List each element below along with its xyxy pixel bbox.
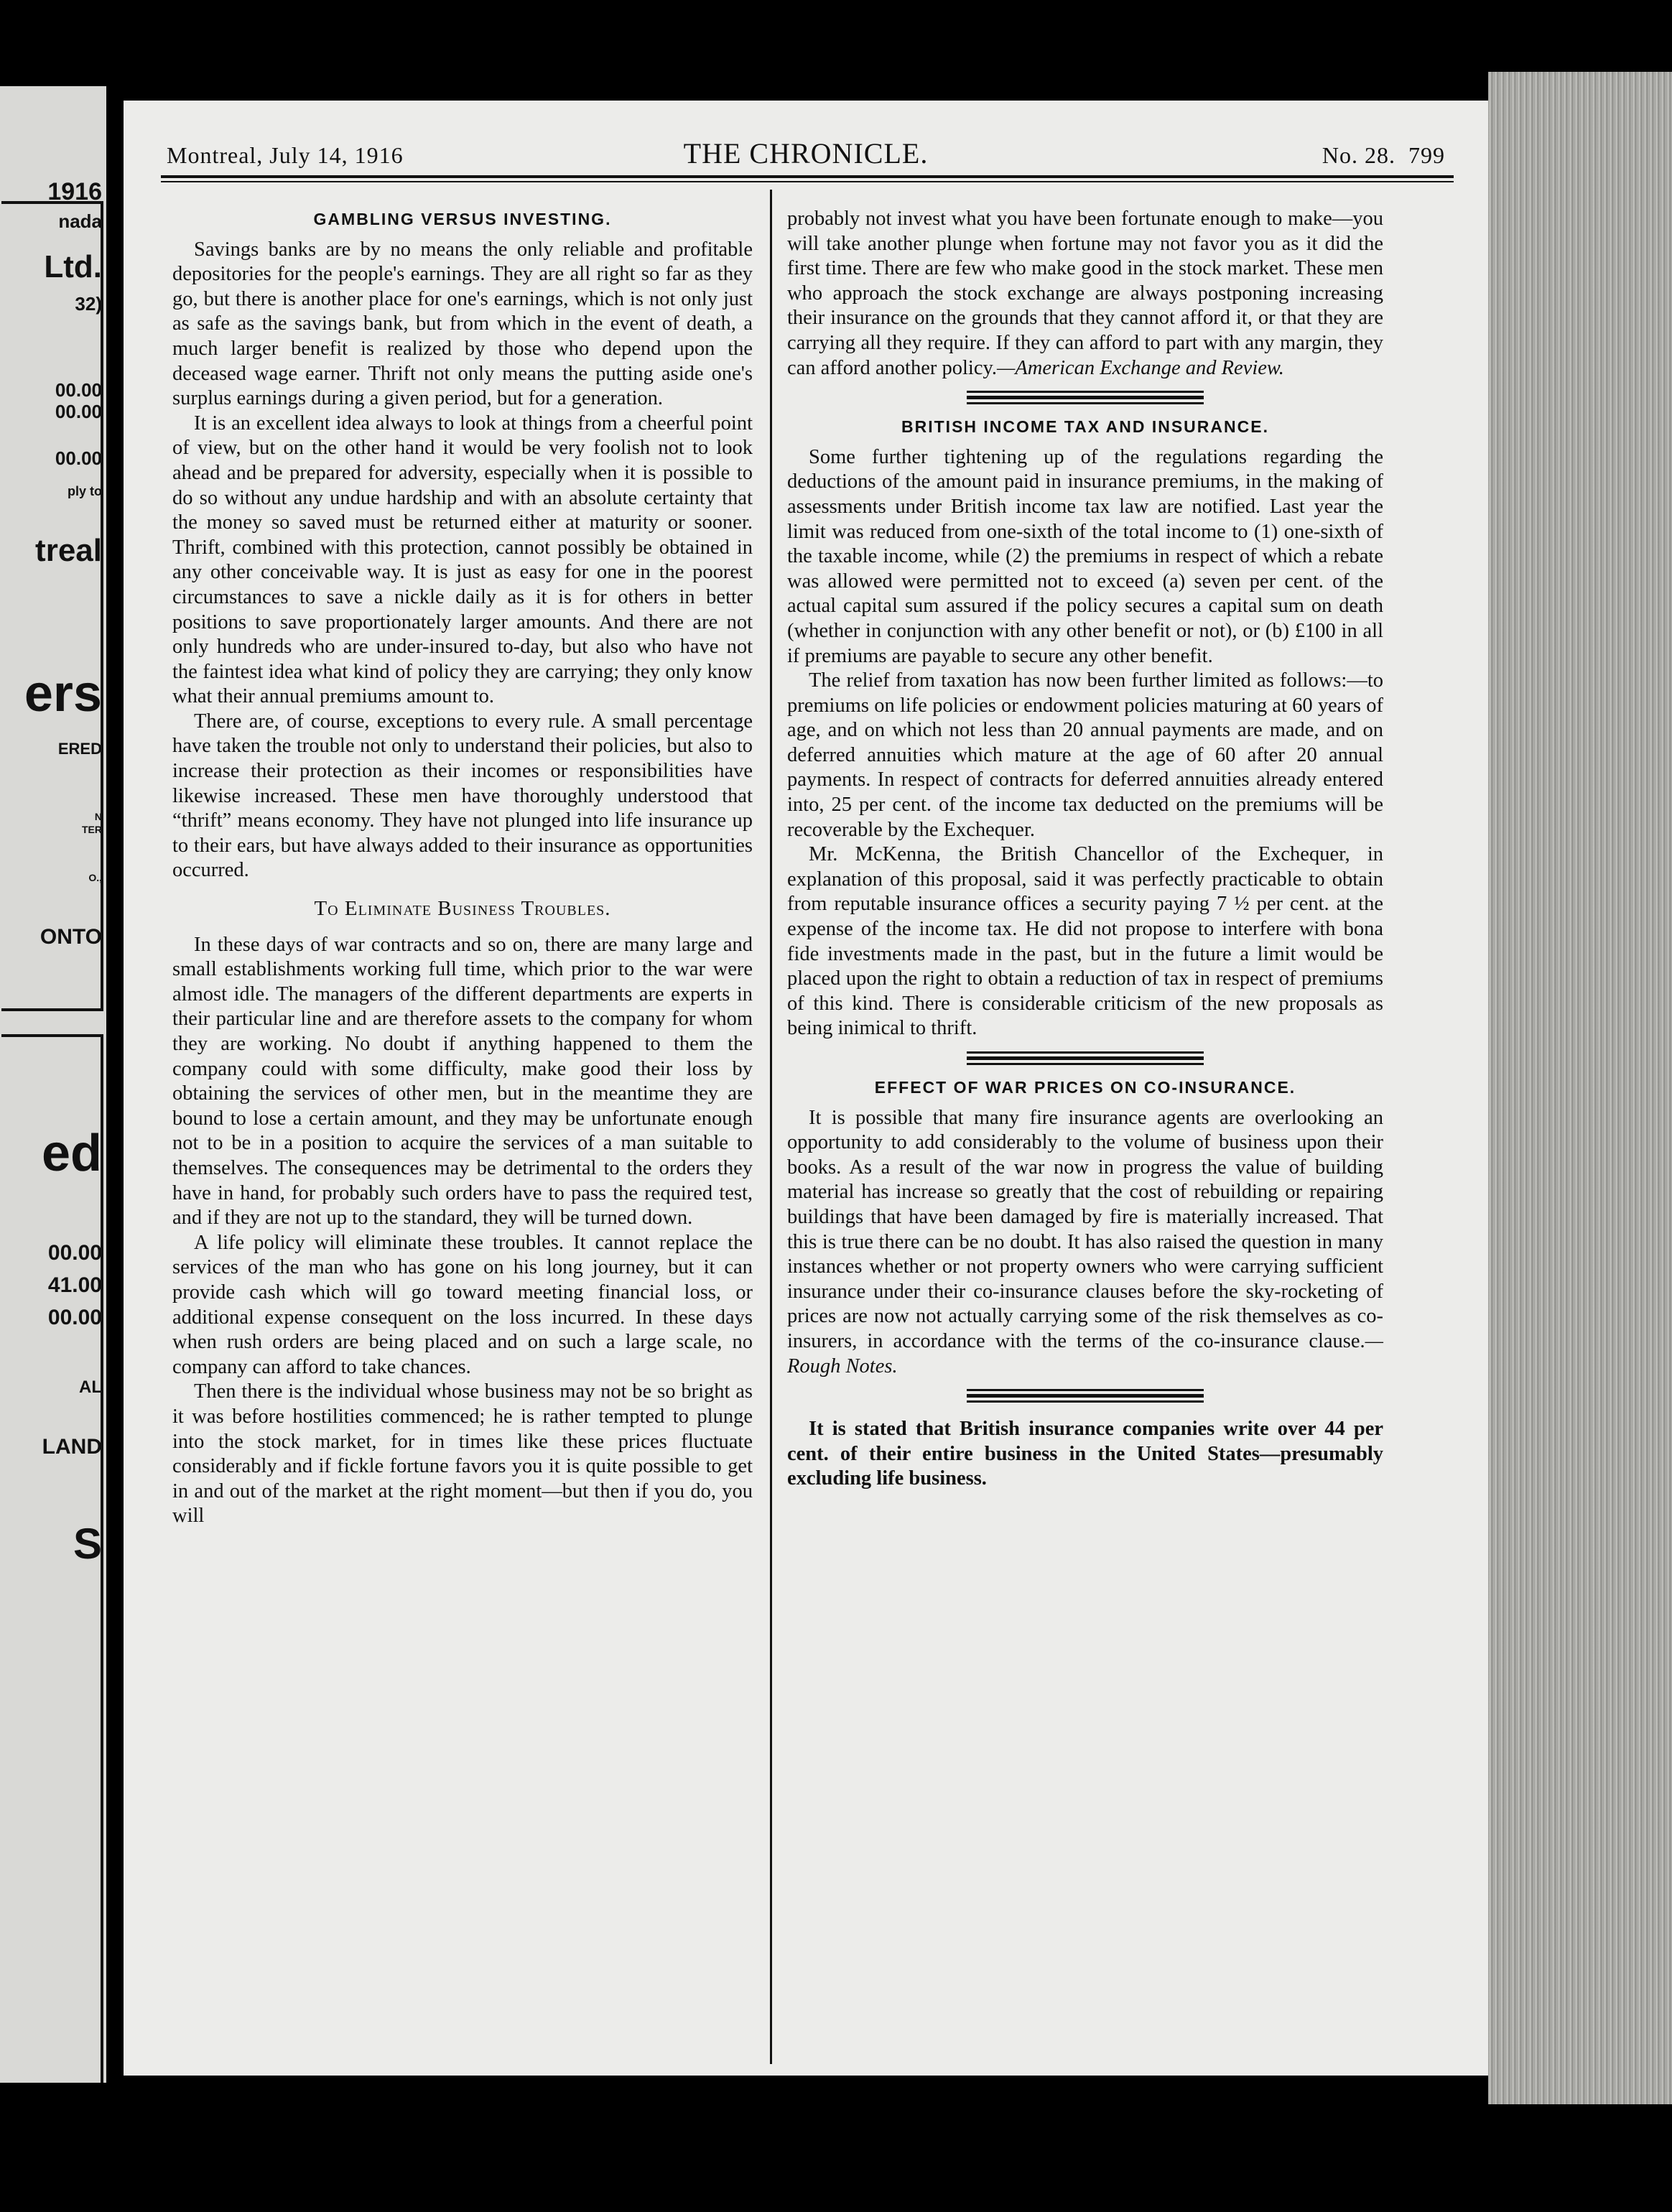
left-page-text: ERED <box>57 740 102 758</box>
article-paragraph: Then there is the individual whose business may not be so bright as it was before hostilities commenced; he is rather tempted to plunge into the stock market, for in times like these prices fluctuate considerably and if fickle fortune favors you it is quite possible to get in and out of the market at the right moment—but then if you do, you will <box>172 1380 753 1528</box>
article-title: GAMBLING VERSUS INVESTING. <box>313 210 612 228</box>
left-page-text: Ltd. <box>44 249 102 284</box>
left-page-text: AL <box>79 1377 102 1397</box>
left-page-advert-box <box>1 201 103 1011</box>
left-page-text: nada <box>58 210 102 232</box>
left-page-text: O., <box>88 872 102 883</box>
left-page-text: 32) <box>75 293 102 315</box>
column-left <box>172 207 753 1529</box>
left-page-text: treal <box>35 533 102 568</box>
news-item: It is stated that British insurance companies write over 44 per cent. of their entire business in the United States—presumably excluding life business. <box>787 1418 1383 1490</box>
header-title: THE CHRONICLE. <box>683 137 929 169</box>
left-page-text: TER <box>82 824 102 835</box>
article-paragraph: In these days of war contracts and so on, there are many large and small establishments working full time, which prior to the war were almost idle. The managers of the different departments are experts in their particular line and are therefore assets to the company for whom they are working. No doubt if anything happened to them the company could with some difficulty, make good their loss by obtaining the services of other men, but in the meantime they are bound to lose a certain amount, and they may be unfortunate enough not to be in a position to acquire the services of a man suitable to themselves. The consequences may be detrimental to the orders they have in hand, for probably such orders have to pass the required test, and if they are not up to the standard, they will be turned down. <box>172 933 753 1230</box>
article-paragraph: It is an excellent idea always to look at things from a cheerful point of view, but on the other hand it would be very foolish not to look ahead and be prepared for adversity, especially when it is possible to do so without any undue hardship and with an absolute certainty that the money so saved must be returned either at maturity or sooner. Thrift, combined with this protection, cannot possibly be obtained in any other conceivable way. It is just as easy for one in the poorest circumstances to save a nickle daily as it is for others in better positions to save proportionately larger amounts. And there are not only hundreds who are under-insured to-day, but also who have not the faintest idea what kind of policy they are carrying; they only know what their annual premiums amount to. <box>172 412 753 708</box>
left-page-text: S <box>73 1520 102 1568</box>
left-page-text: 41.00 <box>47 1273 102 1297</box>
article-paragraph: The relief from taxation has now been further limited as follows:—to premiums on life policies or endowment policies maturing at 60 years of age, and on which not less than 20 annual payments are made, and on deferred annuities which mature at the age of 60 after 20 annual payments. In respect of contracts for deferred annuities already entered into, 25 per cent. of the income tax deducted on the premiums will be recoverable by the Exchequer. <box>787 669 1383 841</box>
left-page-text: ply to <box>68 484 102 498</box>
header-place-date: Montreal, July 14, 1916 <box>167 142 404 168</box>
left-page-text: LAND <box>42 1435 102 1459</box>
left-page-text: ed <box>41 1125 102 1182</box>
article-title: BRITISH INCOME TAX AND INSURANCE. <box>901 417 1269 437</box>
header-page-number: No. 28. 799 <box>1322 142 1445 168</box>
column-right <box>787 207 1383 1492</box>
article-paragraph: Savings banks are by no means the only reliable and profitable depositories for the people's earnings. They are all right so far as they go, but there is another place for one's earnings, which is not only just as safe as the savings bank, but from which in the event of death, a much larger benefit is realized by those who depend upon the deceased wage earner. Thrift not only means the putting aside one's surplus earnings during a given period, but for a generation. <box>172 238 753 410</box>
section-separator <box>967 1389 1204 1403</box>
article-title: EFFECT OF WAR PRICES ON CO-INSURANCE. <box>874 1078 1296 1097</box>
left-page-fragment <box>0 86 106 2083</box>
left-page-text: 00.00 <box>47 1306 102 1329</box>
article-paragraph: It is possible that many fire insurance agents are overlooking an opportunity to add considerably to the volume of business upon their books. As a result of the war now in progress the value of building material has increase so greatly that the cost of rebuilding or repairing buildings that have been damaged by fire is materially increased. That this is true there can be no doubt. It has also raised the question in many instances whether or not property owners who were carrying sufficient insurance under their co-insurance clauses before the sky-rocketing of prices are now not actually carrying some of the risk themselves as co-insurers, in accordance with the terms of the co-insurance clause.—Rough Notes. <box>787 1106 1383 1377</box>
left-page-text: ers <box>24 665 102 722</box>
page-header <box>167 136 1445 180</box>
column-divider <box>770 190 772 2064</box>
left-page-text: ONTO <box>40 925 102 949</box>
left-page-text: 00.00 <box>55 447 102 469</box>
section-separator <box>967 391 1204 404</box>
left-page-text: 00.00 <box>55 379 102 401</box>
left-page-text: 00.00 <box>55 401 102 422</box>
header-rule <box>161 175 1454 178</box>
article-source: —American Exchange and Review. <box>997 356 1284 379</box>
article-continuation: probably not invest what you have been fortunate enough to make—you will take another plunge when fortune may not favor you as it did the first time. There are few who make good in the stock market. These men who approach the stock exchange are always postponing increasing their insurance on the grounds that they cannot afford it, or that they are carrying all they require. If they can afford to part with any margin, they can afford another policy.—American Exchange and Review. <box>787 208 1383 379</box>
article-source: —Rough Notes. <box>787 1329 1383 1377</box>
book-page-edges <box>1488 72 1672 2104</box>
newspaper-page <box>124 101 1488 2076</box>
article-paragraph: A life policy will eliminate these troubles. It cannot replace the services of the man who has gone on his long journey, but it can provide cash which will go toward meeting financial loss, or additional expense consequent on the loss incurred. In these days when rush orders are being placed and on such a large scale, no company can afford to take chances. <box>172 1231 753 1378</box>
article-subheading: To Eliminate Business Troubles. <box>314 897 611 921</box>
article-paragraph: There are, of course, exceptions to every rule. A small percentage have taken the trouble not only to understand their policies, but also to increase their protection as their incomes or responsibilities have likewise increased. These men have thoroughly understood that “thrift” means economy. They have not plunged into life insurance up to their ears, but have always added to their insurance as opportunities occurred. <box>172 710 753 882</box>
left-page-text: N <box>94 811 102 822</box>
article-paragraph: Mr. McKenna, the British Chancellor of the Exchequer, in explanation of this proposal, said it was perfectly practicable to obtain from reputable insurance offices a security paying 7 ½ per cent. at the expense of the income tax. He did not propose to interfere with bona fide investments made in the past, but in the future a limit would be placed upon the right to obtain a reduction of tax in respect of premiums of this kind. There is considerable criticism of the new proposals as being inimical to thrift. <box>787 843 1383 1040</box>
header-rule <box>161 181 1454 182</box>
left-page-text: 00.00 <box>47 1241 102 1265</box>
article-paragraph: Some further tightening up of the regulations regarding the deductions of the amount paid in insurance premiums, in the making of assessments under British income tax law are notified. Last year the limit was reduced from one-sixth of the total income to (1) one-sixth of the taxable income, while (2) the premiums in respect of which a rebate was allowed were permitted not to exceed (a) seven per cent. of the actual capital sum assured if the policy secures a capital sum on death (whether in conjunction with any other benefit or not), or (b) £100 in all if premiums are payable to secure any other benefit. <box>787 445 1383 667</box>
left-page-text: 1916 <box>47 178 102 205</box>
section-separator <box>967 1051 1204 1065</box>
